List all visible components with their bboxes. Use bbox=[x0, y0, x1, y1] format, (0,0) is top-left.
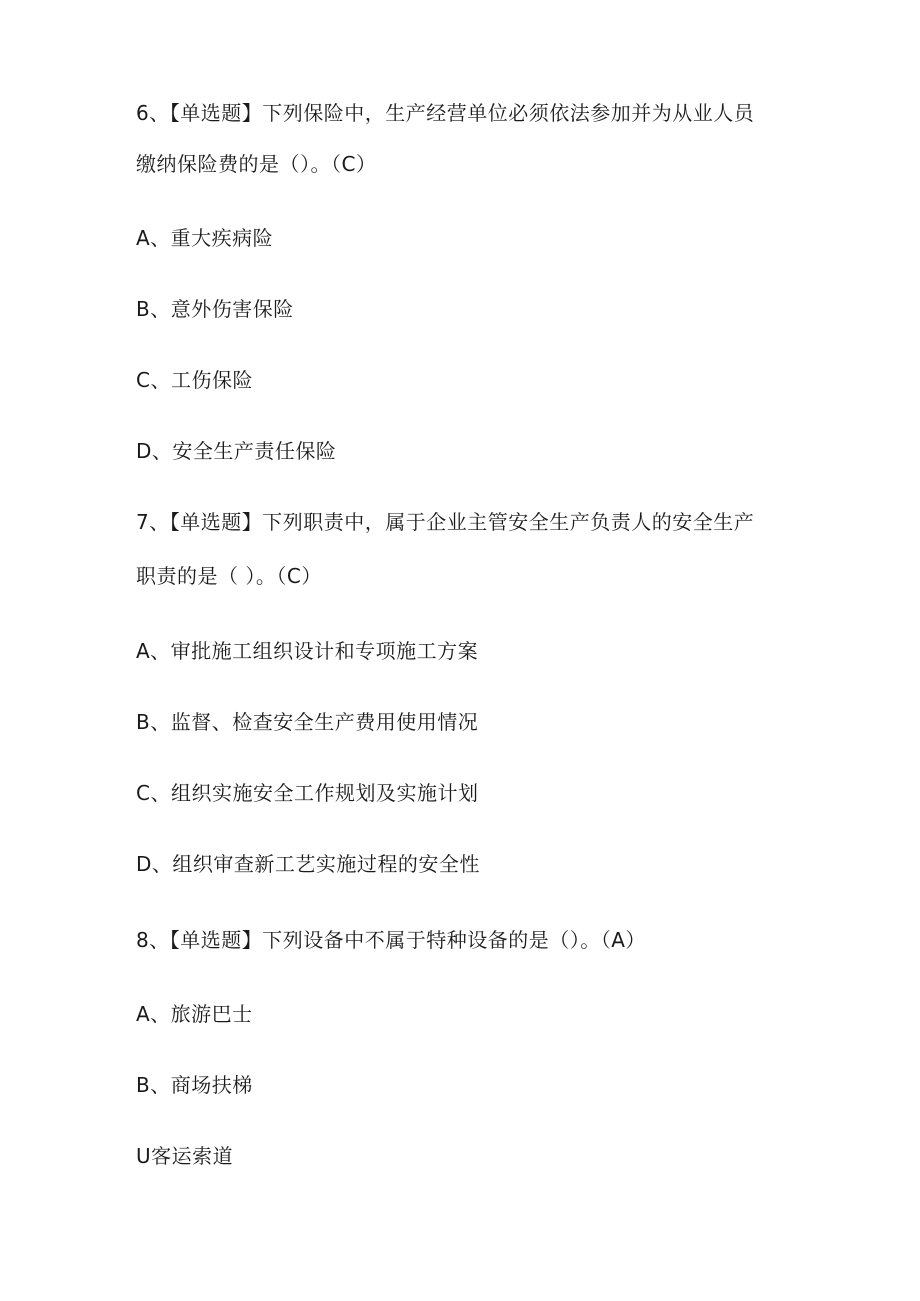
question-7-stem-line1: 7、【单选题】下列职责中，属于企业主管安全生产负责人的安全生产 bbox=[136, 510, 755, 534]
question-6-stem-line1: 6、【单选题】下列保险中，生产经营单位必须依法参加并为从业人员 bbox=[136, 101, 755, 125]
question-8-stem-line1: 8、【单选题】下列设备中不属于特种设备的是（）。（A） bbox=[136, 928, 646, 952]
question-6-option-b: B、意外伤害保险 bbox=[136, 297, 294, 321]
question-7-option-a: A、审批施工组织设计和专项施工方案 bbox=[136, 639, 479, 663]
question-6-option-c: C、工伤保险 bbox=[136, 368, 253, 392]
question-6-option-a: A、重大疾病险 bbox=[136, 226, 274, 250]
question-8-option-b: B、商场扶梯 bbox=[136, 1073, 253, 1097]
question-7-option-c: C、组织实施安全工作规划及实施计划 bbox=[136, 781, 479, 805]
question-8-option-c: U客运索道 bbox=[136, 1144, 234, 1168]
question-7-stem-line2: 职责的是（ ）。（C） bbox=[136, 564, 322, 588]
question-6-stem-line2: 缴纳保险费的是（）。（C） bbox=[136, 152, 377, 176]
question-7-option-d: D、组织审查新工艺实施过程的安全性 bbox=[136, 852, 480, 876]
question-7-option-b: B、监督、检查安全生产费用使用情况 bbox=[136, 710, 479, 734]
question-6-option-d: D、安全生产责任保险 bbox=[136, 439, 337, 463]
question-8-option-a: A、旅游巴士 bbox=[136, 1002, 253, 1026]
